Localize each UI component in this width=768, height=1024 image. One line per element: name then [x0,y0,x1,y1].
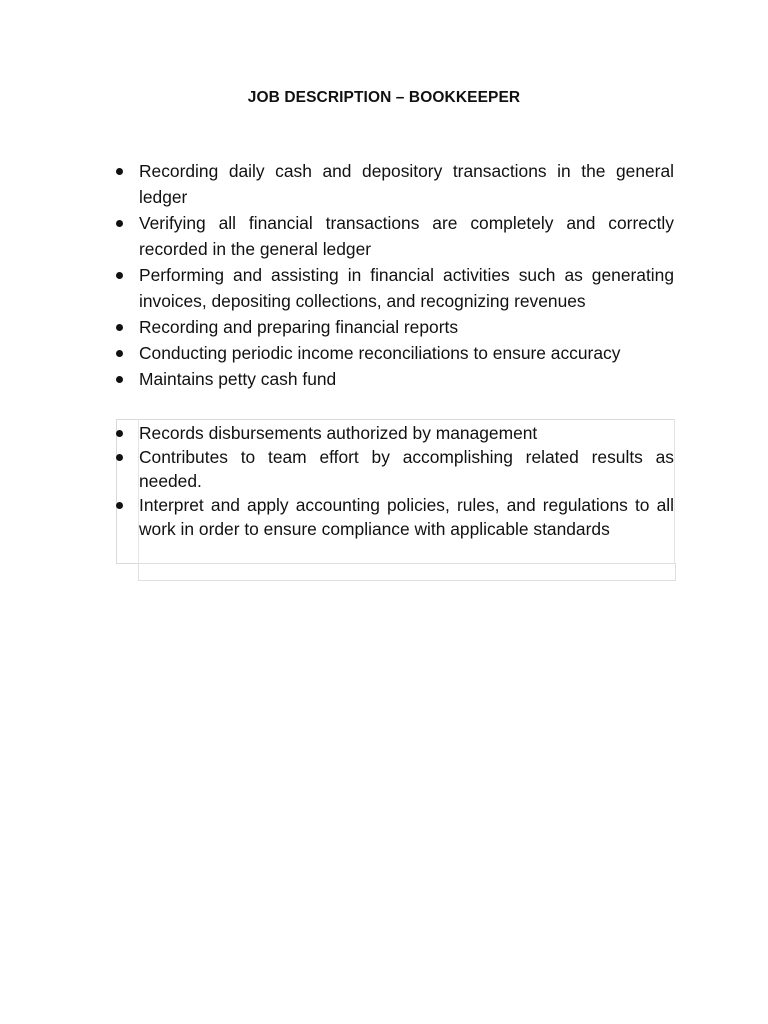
list-item [114,158,674,210]
bullet-icon [116,168,123,175]
page-title-text: JOB DESCRIPTION – BOOKKEEPER [247,89,521,106]
list-item-text: Contributes to team effort by accomplishing related results as needed. [139,447,674,491]
table-empty-cell [138,563,676,581]
list-item-text: Verifying all financial transactions are completely and correctly recorded in the general ledger [139,213,674,259]
bullet-icon [116,272,123,279]
duties-list [114,158,674,392]
list-item [114,493,674,541]
list-item [114,314,674,340]
list-item-text: Performing and assisting in financial activities such as generating invoices, depositing collections, and recognizing revenues [139,265,674,311]
list-item-text: Recording daily cash and depository transactions in the general ledger [139,161,674,207]
page-title [0,89,768,107]
list-item [114,340,674,366]
bullet-icon [116,502,123,509]
bullet-icon [116,324,123,331]
bullet-icon [116,376,123,383]
list-item-text: Recording and preparing financial reports [139,317,459,337]
bullet-icon [116,220,123,227]
boxed-duties-list [114,421,674,541]
list-item-text: Records disbursements authorized by management [139,423,538,443]
list-item-text: Conducting periodic income reconciliations to ensure accuracy [139,343,621,363]
list-item [114,262,674,314]
bullet-icon [116,430,123,437]
list-item [114,366,674,392]
list-item-text: Maintains petty cash fund [139,369,337,389]
list-item [114,210,674,262]
list-item [114,421,674,445]
bullet-icon [116,454,123,461]
list-item [114,445,674,493]
list-item-text: Interpret and apply accounting policies, rules, and regulations to all work in order to ensure compliance with applicable standards [139,495,674,539]
bullet-icon [116,350,123,357]
